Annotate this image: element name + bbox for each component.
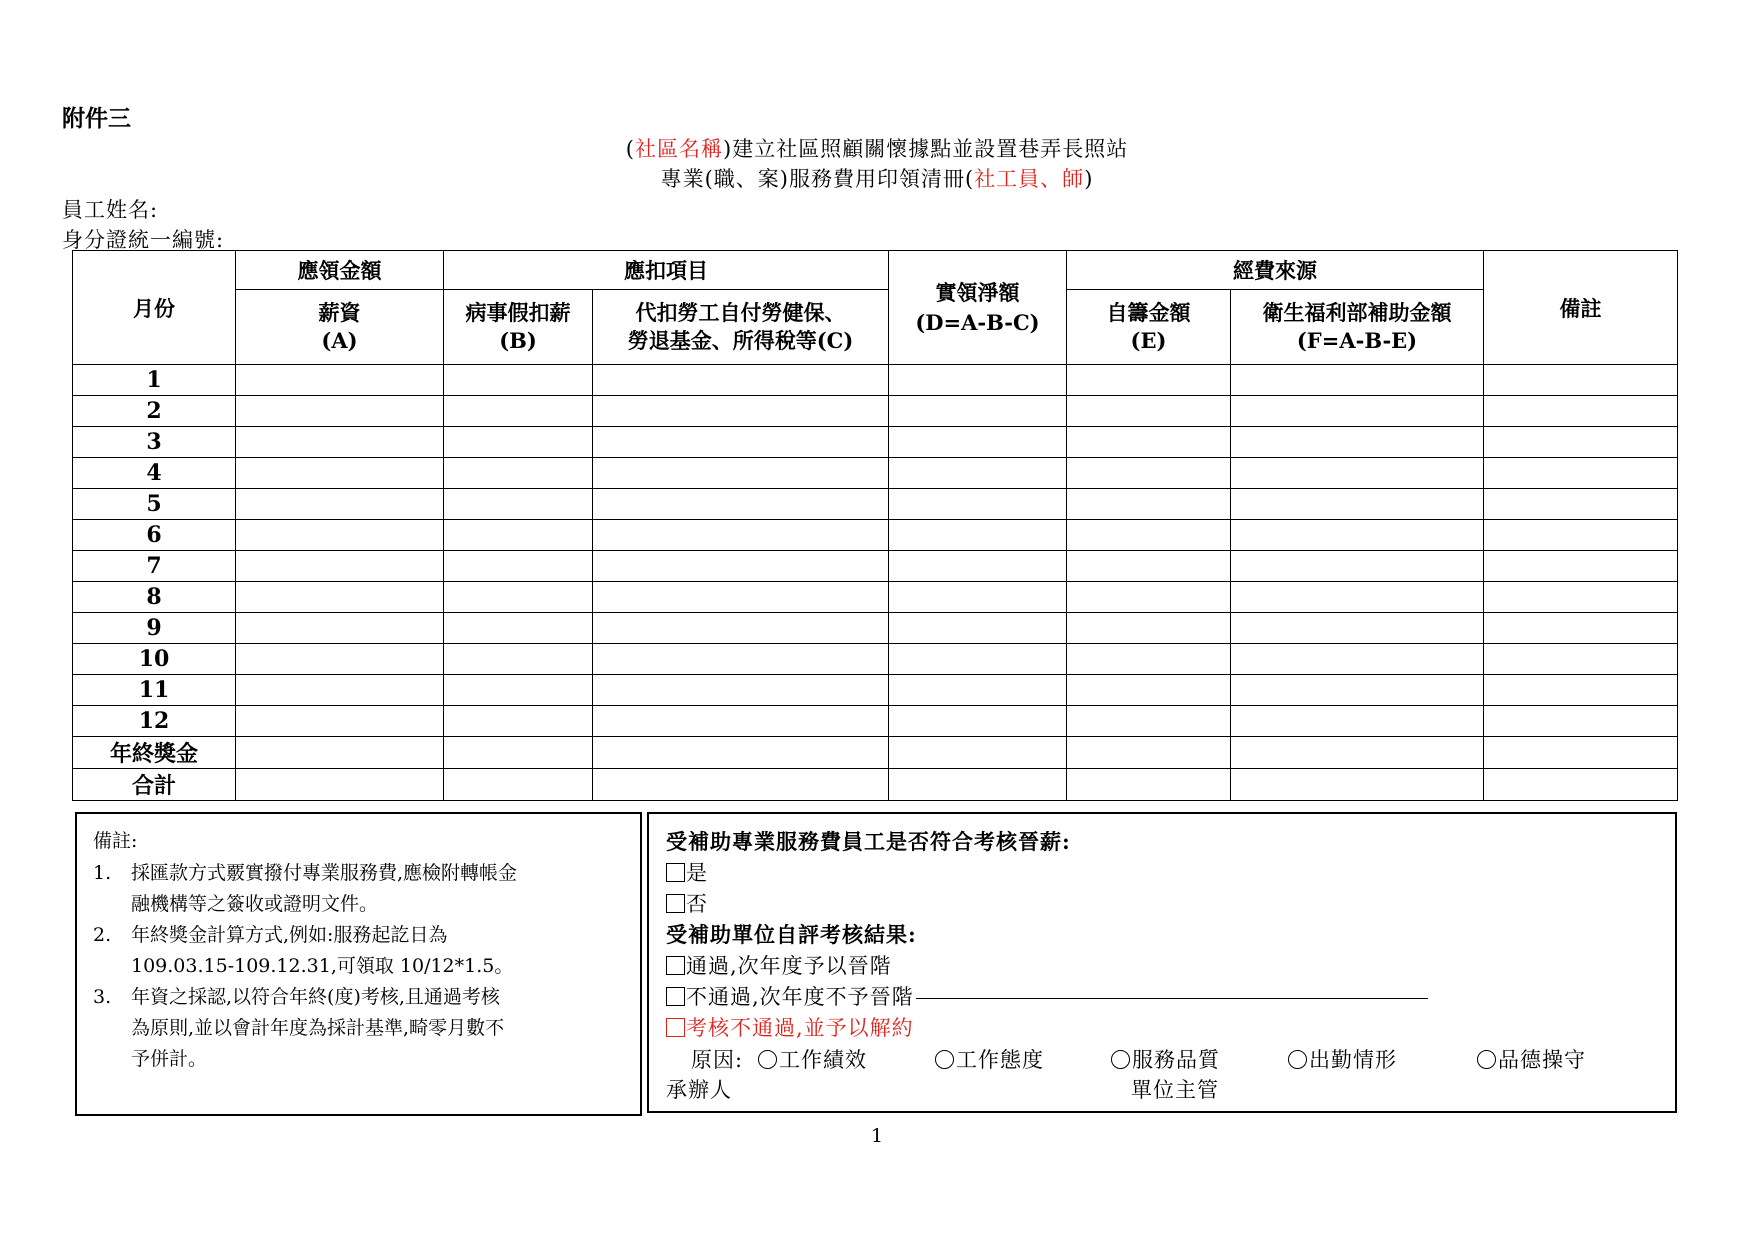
option-no-label: 否 — [686, 892, 708, 916]
table-cell[interactable] — [889, 613, 1067, 644]
reason-text: 品德操守 — [1498, 1048, 1586, 1072]
row-month-label: 5 — [73, 489, 236, 520]
header-remarks: 備註 — [1484, 251, 1678, 365]
table-cell[interactable] — [593, 706, 889, 737]
table-cell[interactable] — [444, 613, 593, 644]
note-text: 為原則,並以會計年度為採計基準,畸零月數不 — [131, 1017, 505, 1039]
table-cell[interactable] — [236, 427, 444, 458]
table-cell[interactable] — [444, 582, 593, 613]
table-row — [73, 675, 1678, 706]
option-fail-label: 不通過,次年度不予晉階 — [686, 985, 914, 1009]
reason-work-attitude[interactable] — [935, 1044, 1044, 1074]
table-cell[interactable] — [1067, 396, 1231, 427]
table-cell[interactable] — [1067, 427, 1231, 458]
reason-text: 服務品質 — [1132, 1048, 1220, 1072]
table-cell[interactable] — [236, 706, 444, 737]
row-month-label: 9 — [73, 613, 236, 644]
table-cell[interactable] — [593, 769, 889, 801]
table-cell[interactable] — [1231, 582, 1484, 613]
leave-deduction-code: (B) — [499, 328, 537, 353]
table-cell[interactable] — [444, 769, 593, 801]
title-line-2 — [0, 163, 1754, 193]
table-cell[interactable] — [236, 365, 444, 396]
row-month-label: 7 — [73, 551, 236, 582]
withholding-label-1: 代扣勞工自付勞健保、 — [635, 300, 846, 325]
table-cell[interactable] — [1484, 706, 1678, 737]
table-cell[interactable] — [1067, 551, 1231, 582]
row-month-label: 12 — [73, 706, 236, 737]
table-cell[interactable] — [1484, 675, 1678, 706]
table-cell[interactable] — [593, 458, 889, 489]
option-pass[interactable] — [666, 950, 892, 980]
table-cell[interactable] — [889, 769, 1067, 801]
table-cell[interactable] — [593, 613, 889, 644]
note-text: 予併計。 — [131, 1048, 208, 1070]
note-text: 109.03.15-109.12.31,可領取 10/12*1.5。 — [131, 955, 514, 977]
table-cell[interactable] — [889, 706, 1067, 737]
table-row — [73, 613, 1678, 644]
table-cell[interactable] — [1231, 489, 1484, 520]
header-salary — [236, 290, 444, 365]
table-cell[interactable] — [444, 365, 593, 396]
header-month: 月份 — [73, 251, 236, 365]
table-cell[interactable] — [1484, 769, 1678, 801]
row-month-label: 4 — [73, 458, 236, 489]
row-month-label: 2 — [73, 396, 236, 427]
table-cell[interactable] — [1067, 489, 1231, 520]
header-moh-subsidy — [1231, 290, 1484, 365]
table-cell[interactable] — [236, 737, 444, 769]
note-text: 年終獎金計算方式,例如:服務起訖日為 — [131, 924, 448, 946]
table-cell[interactable] — [1484, 427, 1678, 458]
table-cell[interactable] — [593, 551, 889, 582]
title-paren-open: ( — [625, 137, 635, 161]
table-cell[interactable] — [1231, 675, 1484, 706]
table-cell[interactable] — [444, 675, 593, 706]
table-cell[interactable] — [236, 644, 444, 675]
table-row — [73, 706, 1678, 737]
withholding-label-2: 勞退基金、所得稅等(C) — [627, 328, 854, 353]
option-yes-label: 是 — [686, 861, 708, 885]
social-worker-placeholder: 社工員、師 — [974, 167, 1085, 191]
id-number-field: 身分證統一編號: — [62, 228, 225, 252]
table-cell[interactable] — [889, 489, 1067, 520]
table-cell[interactable] — [1484, 458, 1678, 489]
row-month-label: 合計 — [73, 769, 236, 801]
note-number: 3. — [93, 986, 112, 1008]
table-row — [73, 396, 1678, 427]
table-cell[interactable] — [889, 582, 1067, 613]
table-cell[interactable] — [1484, 613, 1678, 644]
community-name-placeholder: 社區名稱 — [635, 137, 723, 161]
table-cell[interactable] — [1484, 365, 1678, 396]
checkbox-terminate[interactable] — [666, 1018, 685, 1037]
table-cell[interactable] — [1484, 582, 1678, 613]
note-number: 1. — [93, 862, 112, 884]
table-cell[interactable] — [1067, 520, 1231, 551]
table-body — [73, 365, 1678, 801]
table-cell[interactable] — [889, 365, 1067, 396]
salary-code: (A) — [321, 328, 358, 353]
table-cell[interactable] — [593, 489, 889, 520]
table-cell[interactable] — [1067, 769, 1231, 801]
table-cell[interactable] — [444, 551, 593, 582]
table-cell[interactable] — [1231, 520, 1484, 551]
table-cell[interactable] — [236, 769, 444, 801]
table-cell[interactable] — [593, 396, 889, 427]
reason-label: 原因: — [691, 1048, 744, 1072]
table-cell[interactable] — [1484, 551, 1678, 582]
table-cell[interactable] — [444, 706, 593, 737]
reason-text: 工作態度 — [956, 1048, 1044, 1072]
reason-service-quality[interactable] — [1111, 1044, 1220, 1074]
radio-circle-icon[interactable] — [935, 1050, 954, 1069]
table-row — [73, 520, 1678, 551]
reason-work-performance[interactable] — [758, 1044, 867, 1074]
header-funding-source: 經費來源 — [1067, 251, 1484, 290]
table-cell[interactable] — [1067, 458, 1231, 489]
table-cell[interactable] — [444, 458, 593, 489]
table-cell[interactable] — [1484, 520, 1678, 551]
radio-circle-icon[interactable] — [1111, 1050, 1130, 1069]
table-cell[interactable] — [1067, 644, 1231, 675]
table-cell[interactable] — [1067, 365, 1231, 396]
table-cell[interactable] — [444, 520, 593, 551]
table-cell[interactable] — [1231, 613, 1484, 644]
table-cell[interactable] — [1231, 551, 1484, 582]
fill-in-line — [916, 998, 1428, 999]
table-cell[interactable] — [236, 489, 444, 520]
row-month-label: 3 — [73, 427, 236, 458]
leave-deduction-label: 病事假扣薪 — [465, 300, 571, 325]
table-cell[interactable] — [593, 582, 889, 613]
row-month-label: 6 — [73, 520, 236, 551]
table-cell[interactable] — [1231, 644, 1484, 675]
header-self-funded — [1067, 290, 1231, 365]
table-cell[interactable] — [889, 737, 1067, 769]
table-cell[interactable] — [889, 675, 1067, 706]
table-cell[interactable] — [444, 427, 593, 458]
notes-title: 備註: — [93, 830, 138, 852]
radio-circle-icon[interactable] — [758, 1050, 777, 1069]
reason-row — [691, 1044, 1651, 1070]
subtitle-paren-close: ) — [1084, 167, 1094, 191]
table-cell[interactable] — [593, 427, 889, 458]
option-no[interactable] — [666, 888, 708, 918]
table-cell[interactable] — [1231, 365, 1484, 396]
table-row — [73, 769, 1678, 801]
salary-label: 薪資 — [318, 300, 361, 325]
table-row — [73, 582, 1678, 613]
table-cell[interactable] — [593, 365, 889, 396]
table-cell[interactable] — [889, 427, 1067, 458]
net-amount-formula: (D=A-B-C) — [915, 309, 1040, 335]
table-row — [73, 644, 1678, 675]
radio-circle-icon[interactable] — [1288, 1050, 1307, 1069]
employee-name-field: 員工姓名: — [62, 198, 159, 222]
table-cell[interactable] — [593, 644, 889, 675]
self-evaluation-question: 受補助單位自評考核結果: — [666, 922, 917, 947]
table-cell[interactable] — [1484, 489, 1678, 520]
table-cell[interactable] — [1484, 396, 1678, 427]
table-cell[interactable] — [889, 458, 1067, 489]
table-cell[interactable] — [1067, 613, 1231, 644]
row-month-label: 年終獎金 — [73, 737, 236, 769]
net-amount-label: 實領淨額 — [935, 279, 1020, 305]
supervisor-label: 單位主管 — [1131, 1078, 1219, 1102]
table-row — [73, 427, 1678, 458]
table-cell[interactable] — [236, 458, 444, 489]
table-cell[interactable] — [1231, 769, 1484, 801]
table-cell[interactable] — [593, 737, 889, 769]
header-payable: 應領金額 — [236, 251, 444, 290]
handler-label: 承辦人 — [666, 1078, 732, 1102]
row-month-label: 8 — [73, 582, 236, 613]
note-text: 年資之採認,以符合年終(度)考核,且通過考核 — [131, 986, 500, 1008]
row-month-label: 10 — [73, 644, 236, 675]
table-cell[interactable] — [236, 396, 444, 427]
subtitle-text: 專業(職、案)服務費用印領清冊( — [660, 167, 975, 191]
self-funded-code: (E) — [1130, 328, 1167, 353]
table-row — [73, 489, 1678, 520]
reason-text: 工作績效 — [779, 1048, 867, 1072]
header-withholding — [593, 290, 889, 365]
table-cell[interactable] — [889, 644, 1067, 675]
table-cell[interactable] — [1067, 675, 1231, 706]
reason-integrity[interactable] — [1477, 1044, 1586, 1074]
header-net-amount — [889, 251, 1067, 365]
table-cell[interactable] — [1231, 396, 1484, 427]
table-cell[interactable] — [889, 396, 1067, 427]
table-cell[interactable] — [444, 396, 593, 427]
table-cell[interactable] — [236, 613, 444, 644]
table-row — [73, 365, 1678, 396]
self-funded-label: 自籌金額 — [1106, 300, 1191, 325]
note-text: 融機構等之簽收或證明文件。 — [131, 893, 379, 915]
table-cell[interactable] — [593, 520, 889, 551]
row-month-label: 11 — [73, 675, 236, 706]
table-cell[interactable] — [236, 675, 444, 706]
checkbox-fail[interactable] — [666, 987, 685, 1006]
table-cell[interactable] — [1067, 737, 1231, 769]
table-cell[interactable] — [889, 551, 1067, 582]
note-text: 採匯款方式覈實撥付專業服務費,應檢附轉帳金 — [131, 862, 518, 884]
title-text: )建立社區照顧關懷據點並設置巷弄長照站 — [723, 137, 1129, 161]
option-pass-label: 通過,次年度予以晉階 — [686, 954, 892, 978]
title-line-1 — [0, 133, 1754, 163]
table-row — [73, 551, 1678, 582]
moh-subsidy-label: 衛生福利部補助金額 — [1262, 300, 1452, 325]
table-cell[interactable] — [1484, 737, 1678, 769]
table-cell[interactable] — [444, 737, 593, 769]
row-month-label: 1 — [73, 365, 236, 396]
table-cell[interactable] — [1067, 582, 1231, 613]
table-cell[interactable] — [593, 675, 889, 706]
header-leave-deduction — [444, 290, 593, 365]
reason-attendance[interactable] — [1288, 1044, 1397, 1074]
table-cell[interactable] — [1484, 644, 1678, 675]
evaluation-box — [647, 812, 1677, 1113]
checkbox-no[interactable] — [666, 894, 685, 913]
raise-eligibility-question: 受補助專業服務費員工是否符合考核晉薪: — [666, 829, 1071, 854]
page-number: 1 — [870, 1125, 884, 1147]
table-cell[interactable] — [236, 520, 444, 551]
reason-text: 出勤情形 — [1309, 1048, 1397, 1072]
checkbox-pass[interactable] — [666, 956, 685, 975]
option-yes[interactable] — [666, 857, 708, 887]
table-row — [73, 458, 1678, 489]
table-cell[interactable] — [444, 644, 593, 675]
table-cell[interactable] — [1231, 458, 1484, 489]
table-cell[interactable] — [444, 489, 593, 520]
moh-subsidy-formula: (F=A-B-E) — [1296, 328, 1418, 353]
table-cell[interactable] — [1067, 706, 1231, 737]
header-deductions: 應扣項目 — [444, 251, 889, 290]
notes-box — [75, 812, 642, 1116]
table-cell[interactable] — [1231, 737, 1484, 769]
option-fail[interactable] — [666, 981, 1428, 1011]
option-terminate-label: 考核不通過,並予以解約 — [686, 1016, 914, 1040]
radio-circle-icon[interactable] — [1477, 1050, 1496, 1069]
payment-table — [72, 250, 1678, 801]
table-cell[interactable] — [236, 582, 444, 613]
table-cell[interactable] — [1231, 427, 1484, 458]
table-cell[interactable] — [1231, 706, 1484, 737]
table-cell[interactable] — [889, 520, 1067, 551]
attachment-label: 附件三 — [62, 105, 131, 132]
table-cell[interactable] — [236, 551, 444, 582]
option-terminate[interactable] — [666, 1012, 914, 1042]
table-row — [73, 737, 1678, 769]
note-number: 2. — [93, 924, 112, 946]
checkbox-yes[interactable] — [666, 863, 685, 882]
